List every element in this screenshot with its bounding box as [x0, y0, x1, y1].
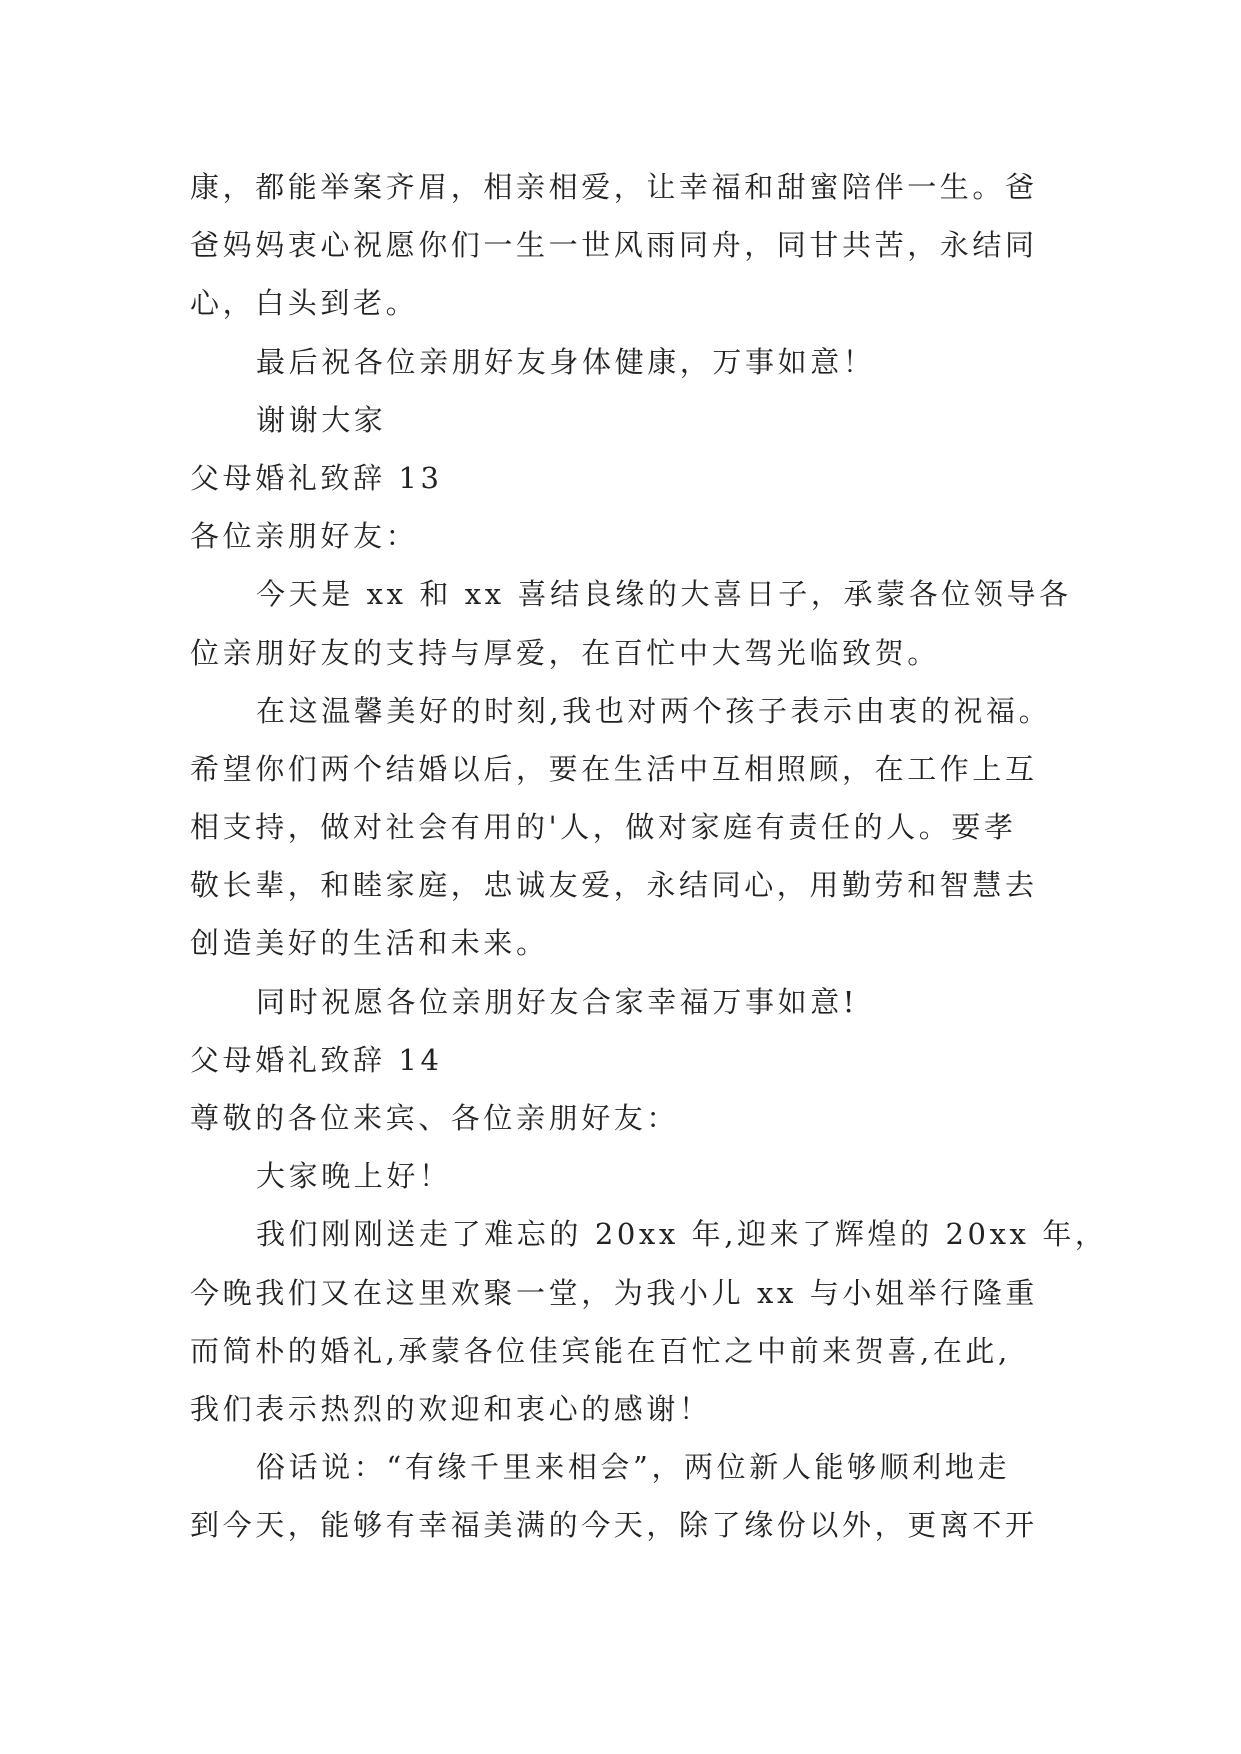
document-page	[190, 158, 1108, 1555]
text-line: 同时祝愿各位亲朋好友合家幸福万事如意!	[256, 984, 859, 1019]
text-line: 我们表示热烈的欢迎和衷心的感谢！	[190, 1391, 712, 1426]
text-line: 谢谢大家	[256, 402, 387, 437]
text-line: 位亲朋好友的支持与厚爱，在百忙中大驾光临致贺。	[190, 635, 940, 670]
text-line: 大家晚上好！	[256, 1159, 452, 1194]
text-line: 今天是 xx 和 xx 喜结良缘的大喜日子，承蒙各位领导各	[256, 577, 1072, 612]
text-line: 创造美好的生活和未来。	[190, 926, 549, 961]
text-line: 在这温馨美好的时刻,我也对两个孩子表示由衷的祝福。	[256, 693, 1052, 728]
text-line: 我们刚刚送走了难忘的 20xx 年,迎来了辉煌的 20xx 年，	[256, 1217, 1108, 1252]
text-line: 爸妈妈衷心祝愿你们一生一世风雨同舟，同甘共苦，永结同	[190, 228, 1038, 263]
text-line: 希望你们两个结婚以后，要在生活中互相照顾，在工作上互	[190, 751, 1038, 786]
text-line: 今晚我们又在这里欢聚一堂，为我小儿 xx 与小姐举行隆重	[190, 1275, 1038, 1310]
section-heading: 父母婚礼致辞 14	[190, 1042, 443, 1077]
text-line: 心，白头到老。	[190, 286, 419, 321]
salutation: 各位亲朋好友：	[190, 519, 419, 554]
text-line: 俗话说：“有缘千里来相会”，两位新人能够顺利地走	[256, 1450, 1011, 1485]
text-line: 敬长辈，和睦家庭，忠诚友爱，永结同心，用勤劳和智慧去	[190, 868, 1038, 903]
text-line: 相支持，做对社会有用的'人，做对家庭有责任的人。要孝	[190, 810, 1017, 845]
text-line: 最后祝各位亲朋好友身体健康，万事如意！	[256, 344, 876, 379]
text-line: 而简朴的婚礼,承蒙各位佳宾能在百忙之中前来贺喜,在此,	[190, 1333, 1011, 1368]
salutation: 尊敬的各位来宾、各位亲朋好友：	[190, 1101, 680, 1135]
text-line: 到今天，能够有幸福美满的今天，除了缘份以外，更离不开	[190, 1508, 1038, 1543]
text-line: 康，都能举案齐眉，相亲相爱，让幸福和甜蜜陪伴一生。爸	[190, 170, 1038, 204]
section-heading: 父母婚礼致辞 13	[190, 460, 443, 495]
